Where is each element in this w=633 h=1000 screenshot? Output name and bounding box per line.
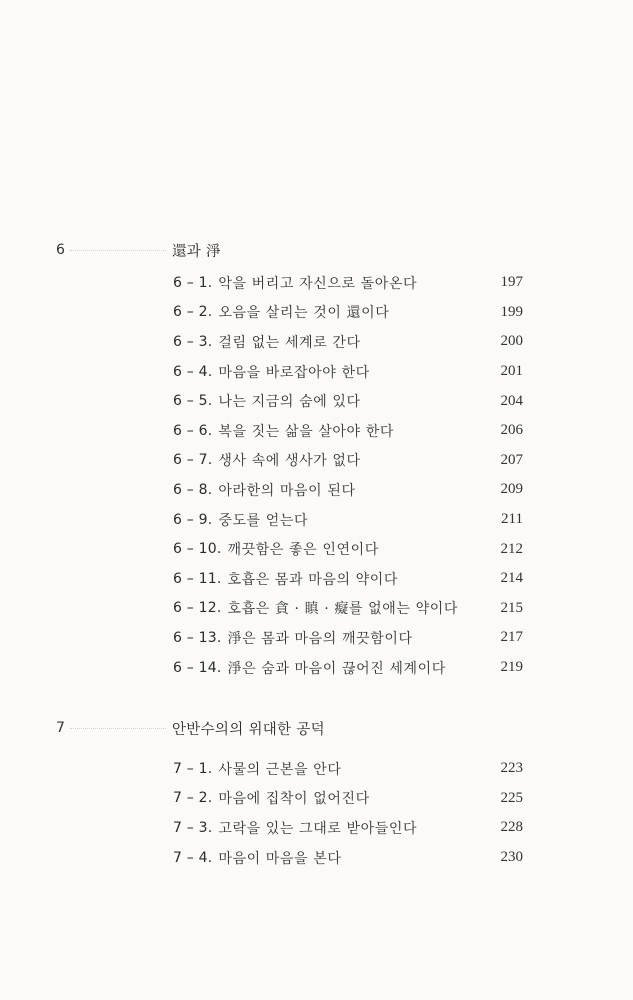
entry-page: 201 (500, 363, 523, 380)
chapter-title: 안반수의의 위대한 공덕 (172, 721, 325, 738)
entry-title: 걸림 없는 세계로 간다 (218, 334, 361, 351)
entry-page: 223 (500, 760, 523, 777)
entry-number: 7 – 2. (173, 790, 213, 807)
entry-title: 오음을 살리는 것이 還이다 (218, 305, 390, 322)
entry-number: 6 – 14. (173, 659, 222, 676)
entry-page: 225 (500, 789, 523, 806)
entry-page: 230 (500, 849, 523, 866)
entry-number: 7 – 3. (173, 819, 213, 836)
entry-title: 악을 버리고 자신으로 돌아온다 (218, 275, 418, 292)
chapter-heading-7 (56, 716, 536, 740)
toc-entry[interactable] (173, 357, 523, 387)
entry-page: 197 (500, 274, 523, 291)
entry-title: 생사 속에 생사가 없다 (218, 453, 361, 470)
toc-entry[interactable] (173, 813, 523, 843)
toc-entry[interactable] (173, 564, 523, 594)
entry-page: 200 (500, 333, 523, 350)
entry-page: 212 (500, 540, 523, 557)
entry-page: 228 (500, 819, 523, 836)
dotted-leader (70, 728, 166, 729)
entry-number: 6 – 8. (173, 481, 213, 498)
toc-entry[interactable] (173, 505, 523, 535)
toc-entry[interactable] (173, 534, 523, 564)
entry-number: 6 – 6. (173, 422, 213, 439)
entry-title: 淨은 몸과 마음의 깨끗함이다 (227, 630, 413, 647)
toc-entry[interactable] (173, 446, 523, 476)
entry-number: 7 – 1. (173, 760, 213, 777)
chapter-6-entries (173, 268, 523, 682)
toc-entry[interactable] (173, 784, 523, 814)
entry-title: 마음이 마음을 본다 (218, 850, 342, 867)
entry-title: 나는 지금의 숨에 있다 (218, 394, 361, 411)
entry-number: 6 – 7. (173, 452, 213, 469)
entry-number: 6 – 2. (173, 304, 213, 321)
entry-title: 호흡은 몸과 마음의 약이다 (227, 571, 398, 588)
entry-page: 207 (500, 451, 523, 468)
entry-title: 마음에 집착이 없어진다 (218, 791, 370, 808)
toc-entry[interactable] (173, 268, 523, 298)
toc-entry[interactable] (173, 594, 523, 624)
toc-entry[interactable] (173, 298, 523, 328)
chapter-7-entries (173, 754, 523, 872)
entry-title: 복을 짓는 삶을 살아야 한다 (218, 423, 394, 440)
chapter-number: 6 (56, 242, 65, 258)
entry-number: 7 – 4. (173, 849, 213, 866)
entry-page: 214 (500, 570, 523, 587)
entry-number: 6 – 12. (173, 600, 222, 617)
toc-entry[interactable] (173, 327, 523, 357)
entry-page: 219 (500, 659, 523, 676)
chapter-number: 7 (56, 720, 65, 736)
entry-number: 6 – 11. (173, 570, 222, 587)
toc-entry[interactable] (173, 475, 523, 505)
entry-page: 215 (500, 599, 523, 616)
entry-title: 호흡은 貪 · 瞋 · 癡를 없애는 약이다 (227, 601, 458, 618)
entry-title: 중도를 얻는다 (218, 512, 309, 529)
entry-page: 217 (500, 629, 523, 646)
entry-title: 마음을 바로잡아야 한다 (218, 364, 370, 381)
entry-number: 6 – 9. (173, 511, 213, 528)
toc-entry[interactable] (173, 416, 523, 446)
entry-number: 6 – 5. (173, 393, 213, 410)
toc-entry[interactable] (173, 843, 523, 873)
entry-page: 199 (500, 303, 523, 320)
entry-title: 淨은 숨과 마음이 끊어진 세계이다 (227, 660, 446, 677)
chapter-title: 還과 淨 (172, 243, 221, 260)
entry-page: 204 (500, 392, 523, 409)
entry-page: 206 (500, 422, 523, 439)
dotted-leader (70, 250, 166, 251)
entry-number: 6 – 4. (173, 363, 213, 380)
entry-page: 211 (501, 511, 523, 528)
entry-number: 6 – 3. (173, 333, 213, 350)
entry-number: 6 – 10. (173, 541, 222, 558)
entry-title: 사물의 근본을 안다 (218, 761, 342, 778)
toc-entry[interactable] (173, 754, 523, 784)
entry-title: 깨끗함은 좋은 인연이다 (227, 542, 379, 559)
entry-number: 6 – 13. (173, 629, 222, 646)
entry-page: 209 (500, 481, 523, 498)
toc-entry[interactable] (173, 653, 523, 683)
entry-title: 아라한의 마음이 된다 (218, 482, 356, 499)
entry-title: 고락을 있는 그대로 받아들인다 (218, 820, 418, 837)
chapter-heading-6 (56, 238, 536, 262)
entry-number: 6 – 1. (173, 274, 213, 291)
toc-entry[interactable] (173, 623, 523, 653)
toc-entry[interactable] (173, 386, 523, 416)
